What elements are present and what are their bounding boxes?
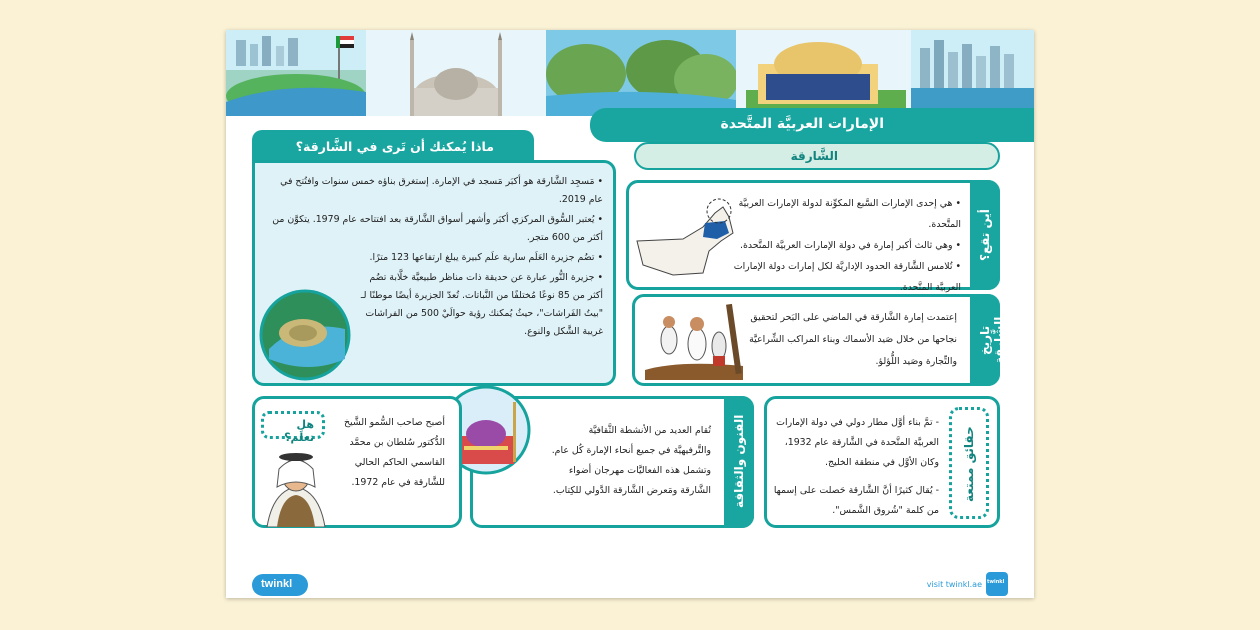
see-section-title: ماذا يُمكنك أن تَرى في الشَّارقة؟: [295, 139, 494, 154]
list-item: • وهي ثالث أكبر إمارة في دولة الإمارات العربيَّة المتَّحدة.: [739, 240, 961, 251]
nur-island-illustration: [259, 289, 351, 381]
footer-url[interactable]: visit twinkl.ae: [926, 580, 982, 589]
facts-label: حقائق ممتعة: [962, 426, 976, 502]
facts-box: [764, 396, 1000, 528]
twinkl-badge-text: twinkl: [987, 579, 1005, 585]
page-title: الإمارات العربيَّة المتَّحدة: [720, 116, 884, 132]
list-item: • مَسجِد الشَّارقة هو أكبَر مَسجد في الإمارة. إستغرق بناؤه خمس سنوات وافتُتح في عام 2019.: [280, 176, 603, 205]
arts-label-tab: [724, 396, 754, 528]
did-you-know-text: أصبح صاحب السُّمو الشَّيخ الدُّكتور سُلطان بن محمَّد القاسمي الحاكم الحالي للشَّارقة في عام 1972.: [344, 417, 445, 488]
banner-illustration: [226, 30, 1034, 116]
list-item: • تضُم جزيرة العَلَم سارية علَم كبيرة يبلغ ارتفاعها 123 مترًا.: [369, 252, 603, 263]
where-label: أين تقع؟: [978, 209, 992, 261]
list-item: - يُقال كثيرًا أنَّ الشَّارقة حَصلت على إسمها من كلمة "شُروق الشَّمس".: [773, 485, 939, 516]
twinkl-badge: [986, 572, 1008, 596]
list-item: • هي إحدى الإمارات السَّبع المكوِّنة لدولة الإمارات العربيَّة المتَّحدة.: [738, 198, 961, 230]
pearl-divers-illustration: [639, 300, 751, 380]
list-item: - تمَّ بناء أوَّل مطار دولي في دولة الإمارات العربيَّة المتَّحدة في الشَّارقة عام 1932، وكان الأوَّل في منطقة الخليج.: [776, 417, 939, 468]
where-label-tab: [970, 180, 1000, 290]
arts-label: الفنون والثقافة: [732, 414, 746, 508]
history-text: إعتمدت إمارة الشَّارقة في الماضي على البَحر لتحقيق نجاحها من خلال صَيد الأسماك وبناء المراكب الشِّراعيَّة والتِّجارة وصَيد اللُّؤلؤ.: [749, 312, 957, 367]
where-box: [626, 180, 1000, 293]
facts-list: [771, 413, 939, 521]
did-you-know-box: [252, 396, 462, 528]
poster-sheet: [226, 30, 1034, 598]
subtitle-bar: [634, 142, 1000, 170]
facts-label-frame: [949, 407, 989, 519]
history-box: [632, 294, 1006, 386]
twinkl-logo-text: twinkl: [261, 578, 293, 590]
footer: [226, 570, 1034, 598]
list-item: • جزيرة النُّور عبارة عن حديقة ذات مناظر طبيعيَّة خلَّابة تضُم أكثر من 85 نوعًا مُختلفًا من النَّباتات. تُعدّ الجزيرة أيضًا موطنًا لـ "بيتُ الفَراشات"، حيثُ يُمكنك رؤية حوالَيْ 500 من الفراشات غريبة الشَّكل والنوع.: [360, 272, 603, 337]
did-you-know-label: هل تعلَم؟: [284, 418, 314, 444]
list-item: • تُلامس الشَّارقة الحدود الإداريَّة لكل إمارات دولة الإمارات العربيَّة المتَّحدة.: [733, 261, 961, 293]
header-banner: [226, 30, 1034, 116]
arts-text: تُقام العديد من الأنشطة الثَّقافيَّة والتَّرفيهيَّة في جميع أنحاء الإمارة كُل عام. وتشمل هذه الفعاليَّات مهرجان أضواء الشَّارقة ومَعرض الشَّارقة الدَّولي للكِتاب.: [551, 425, 711, 496]
list-item: • يُعتبر السُّوق المركزي أكبَر وأشهر أسواق الشَّارقة بعد افتتاحه عام 1979. يتكوَّن من أكثر من 600 متجر.: [272, 214, 603, 243]
sheikh-portrait: [261, 447, 331, 527]
see-section-box: [252, 160, 616, 386]
history-label-tab: [970, 294, 1006, 386]
see-section-tab: [252, 130, 534, 164]
where-list: [729, 193, 961, 298]
history-label: تاريخ الشَّارقة: [978, 316, 1006, 364]
page-subtitle: الشَّارقة: [790, 149, 838, 163]
uae-map-icon: [633, 189, 743, 285]
title-tab: [590, 108, 1034, 142]
twinkl-logo: [252, 574, 308, 596]
did-you-know-label-frame: [261, 411, 325, 444]
